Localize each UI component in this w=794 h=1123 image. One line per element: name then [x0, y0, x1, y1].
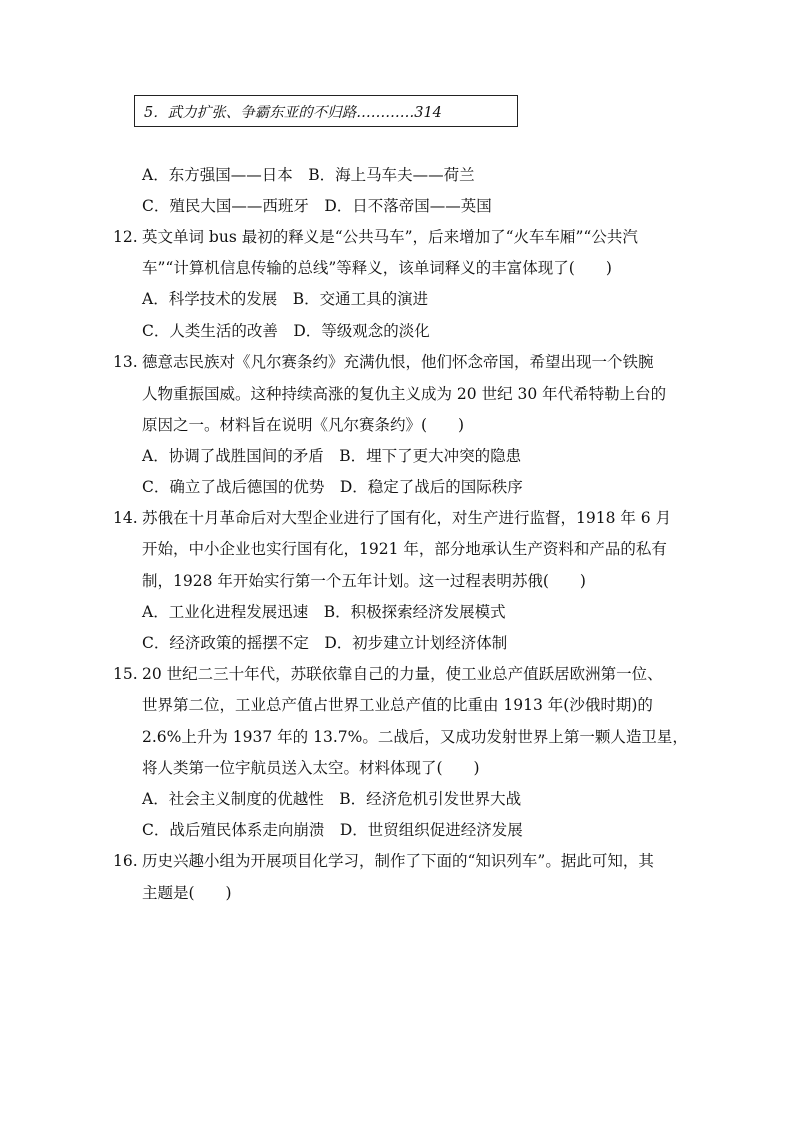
q12-stem-line-2: 车”“计算机信息传输的总线”等释义，该单词释义的丰富体现了( ) — [142, 259, 612, 277]
q14-option-cd: C．经济政策的摇摆不定 D．初步建立计划经济体制 — [142, 634, 508, 652]
q15-number: 15. — [113, 665, 138, 683]
q11-option-ab: A．东方强国——日本 B．海上马车夫——荷兰 — [142, 166, 475, 184]
q13-number: 13. — [113, 353, 138, 371]
q13-stem-line-3: 原因之一。材料旨在说明《凡尔赛条约》( ) — [142, 416, 465, 434]
q15-stem-line-1: 20 世纪二三十年代，苏联依靠自己的力量，使工业总产值跃居欧洲第一位、 — [142, 665, 663, 683]
q14-number: 14. — [113, 509, 138, 527]
q16-stem-line-2: 主题是( ) — [142, 884, 232, 902]
contents-entry: 5．武力扩张、争霸东亚的不归路…………314 — [144, 104, 442, 121]
q13-stem-line-1: 德意志民族对《凡尔赛条约》充满仇恨，他们怀念帝国，希望出现一个铁腕 — [142, 353, 654, 371]
q13-option-ab: A．协调了战胜国间的矛盾 B．埋下了更大冲突的隐患 — [142, 447, 522, 465]
q12-option-ab: A．科学技术的发展 B．交通工具的演进 — [142, 290, 429, 308]
q14-stem-line-1: 苏俄在十月革命后对大型企业进行了国有化，对生产进行监督，1918 年 6 月 — [142, 509, 672, 527]
q15-option-ab: A．社会主义制度的优越性 B．经济危机引发世界大战 — [142, 790, 522, 808]
q14-stem-line-2: 开始，中小企业也实行国有化，1921 年，部分地承认生产资料和产品的私有 — [142, 540, 667, 558]
q14-stem-line-3: 制，1928 年开始实行第一个五年计划。这一过程表明苏俄( ) — [142, 572, 586, 590]
q15-option-cd: C．战后殖民体系走向崩溃 D．世贸组织促进经济发展 — [142, 821, 523, 839]
q12-option-cd: C．人类生活的改善 D．等级观念的淡化 — [142, 322, 430, 340]
q16-number: 16. — [113, 852, 138, 870]
q13-option-cd: C．确立了战后德国的优势 D．稳定了战后的国际秩序 — [142, 478, 523, 496]
textbook-contents-box — [134, 95, 518, 127]
q15-stem-line-4: 将人类第一位宇航员送入太空。材料体现了( ) — [142, 759, 480, 777]
q12-stem-line-1: 英文单词 bus 最初的释义是“公共马车”，后来增加了“火车车厢”“公共汽 — [142, 228, 638, 246]
q11-option-cd: C．殖民大国——西班牙 D．日不落帝国——英国 — [142, 197, 492, 215]
q16-stem-line-1: 历史兴趣小组为开展项目化学习，制作了下面的“知识列车”。据此可知，其 — [142, 852, 654, 870]
q12-number: 12. — [113, 228, 138, 246]
q13-stem-line-2: 人物重振国威。这种持续高涨的复仇主义成为 20 世纪 30 年代希特勒上台的 — [142, 385, 667, 403]
q15-stem-line-3: 2.6%上升为 1937 年的 13.7%。二战后，又成功发射世界上第一颗人造卫星， — [142, 728, 688, 746]
q14-option-ab: A．工业化进程发展迅速 B．积极探索经济发展模式 — [142, 603, 506, 621]
q15-stem-line-2: 世界第二位，工业总产值占世界工业总产值的比重由 1913 年(沙俄时期)的 — [142, 696, 653, 714]
